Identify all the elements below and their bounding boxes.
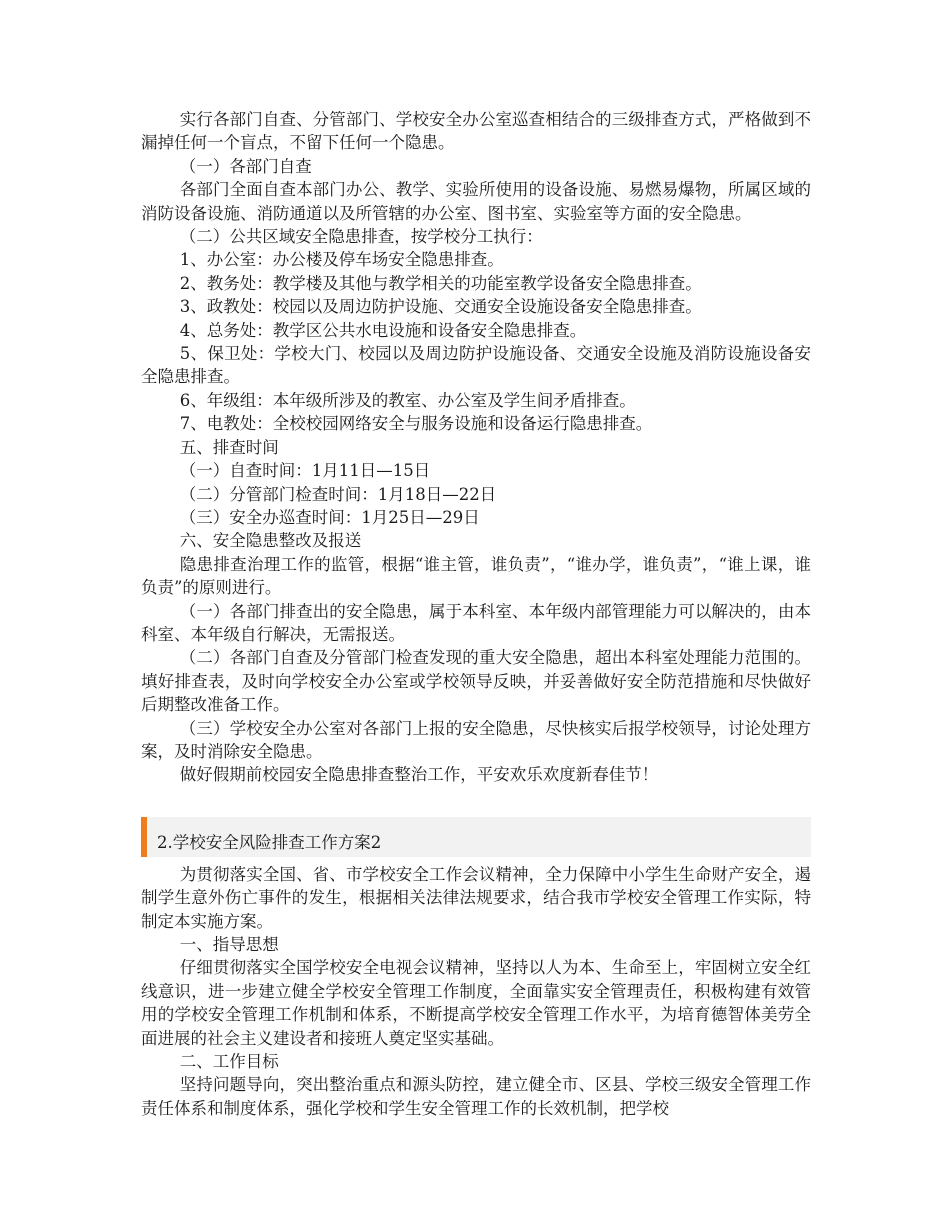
- paragraph: 坚持问题导向，突出整治重点和源头防控，建立健全市、区县、学校三级安全管理工作责任体系和制度体系，强化学校和学生安全管理工作的长效机制，把学校: [141, 1075, 811, 1118]
- list-item: 3、政教处：校园以及周边防护设施、交通安全设施设备安全隐患排查。: [179, 297, 702, 317]
- list-item: 6、年级组：本年级所涉及的教室、办公室及学生间矛盾排查。: [179, 390, 636, 410]
- paragraph: （二）各部门自查及分管部门检查发现的重大安全隐患，超出本科室处理能力范围的。填好排查表，及时向学校安全办公室或学校领导反映，并妥善做好安全防范措施和尽快做好后期整改准备工作。: [141, 648, 811, 715]
- paragraph: 做好假期前校园安全隐患排查整治工作，平安欢乐欢度新春佳节！: [179, 765, 659, 785]
- paragraph: 为贯彻落实全国、省、市学校安全工作会议精神，全力保障中小学生生命财产安全，遏制学生意外伤亡事件的发生，根据相关法律法规要求，结合我市学校安全管理工作实际，特制定本实施方案。: [141, 864, 811, 931]
- section-title: 五、排查时间: [179, 437, 279, 457]
- paragraph: （三）学校安全办公室对各部门上报的安全隐患，尽快核实后报学校领导，讨论处理方案，及时消除安全隐患。: [141, 718, 811, 761]
- paragraph: 仔细贯彻落实全国学校安全电视会议精神，坚持以人为本、生命至上，牢固树立安全红线意识，进一步建立健全学校安全管理工作制度，全面靠实安全管理责任，积极构建有效管用的学校安全管理工作机制和体系，不断提高学校安全管理工作水平，为培育德智体美劳全面进展的社会主义建设者和接班人奠定坚实基础。: [141, 958, 811, 1048]
- paragraph: （一）各部门自查: [179, 156, 312, 176]
- list-item: 1、办公室：办公楼及停车场安全隐患排查。: [179, 250, 504, 270]
- paragraph: （二）公共区域安全隐患排查，按学校分工执行：: [179, 227, 543, 247]
- list-item: 4、总务处：教学区公共水电设施和设备安全隐患排查。: [179, 320, 587, 340]
- list-item: 2、教务处：教学楼及其他与教学相关的功能室教学设备安全隐患排查。: [179, 273, 702, 293]
- section-title: 二、工作目标: [179, 1052, 279, 1072]
- paragraph: 各部门全面自查本部门办公、教学、实验所使用的设备设施、易燃易爆物，所属区域的消防设备设施、消防通道以及所管辖的办公室、图书室、实验室等方面的安全隐患。: [141, 180, 811, 223]
- list-item: 7、电教处：全校校园网络安全与服务设施和设备运行隐患排查。: [179, 414, 653, 434]
- paragraph: （三）安全办巡查时间：1月25日—29日: [179, 507, 480, 527]
- paragraph: 实行各部门自查、分管部门、学校安全办公室巡查相结合的三级排查方式，严格做到不漏掉任何一个盲点，不留下任何一个隐患。: [141, 110, 811, 153]
- section-title: 六、安全隐患整改及报送: [179, 531, 362, 551]
- list-item: 5、保卫处：学校大门、校园以及周边防护设施设备、交通安全设施及消防设施设备安全隐患排查。: [141, 344, 811, 387]
- paragraph: （一）各部门排查出的安全隐患，属于本科室、本年级内部管理能力可以解决的，由本科室、本年级自行解决，无需报送。: [141, 601, 811, 644]
- section-title: 一、指导思想: [179, 935, 279, 954]
- paragraph: （二）分管部门检查时间：1月18日—22日: [179, 484, 497, 504]
- article-heading-title: 2.学校安全风险排查工作方案2: [157, 832, 382, 852]
- article-heading: [141, 817, 811, 857]
- document-page: [141, 108, 811, 1120]
- paragraph: 隐患排查治理工作的监管，根据“谁主管，谁负责”，“谁办学，谁负责”，“谁上课，谁负责”的原则进行。: [141, 554, 811, 598]
- paragraph: （一）自查时间：1月11日—15日: [179, 461, 431, 481]
